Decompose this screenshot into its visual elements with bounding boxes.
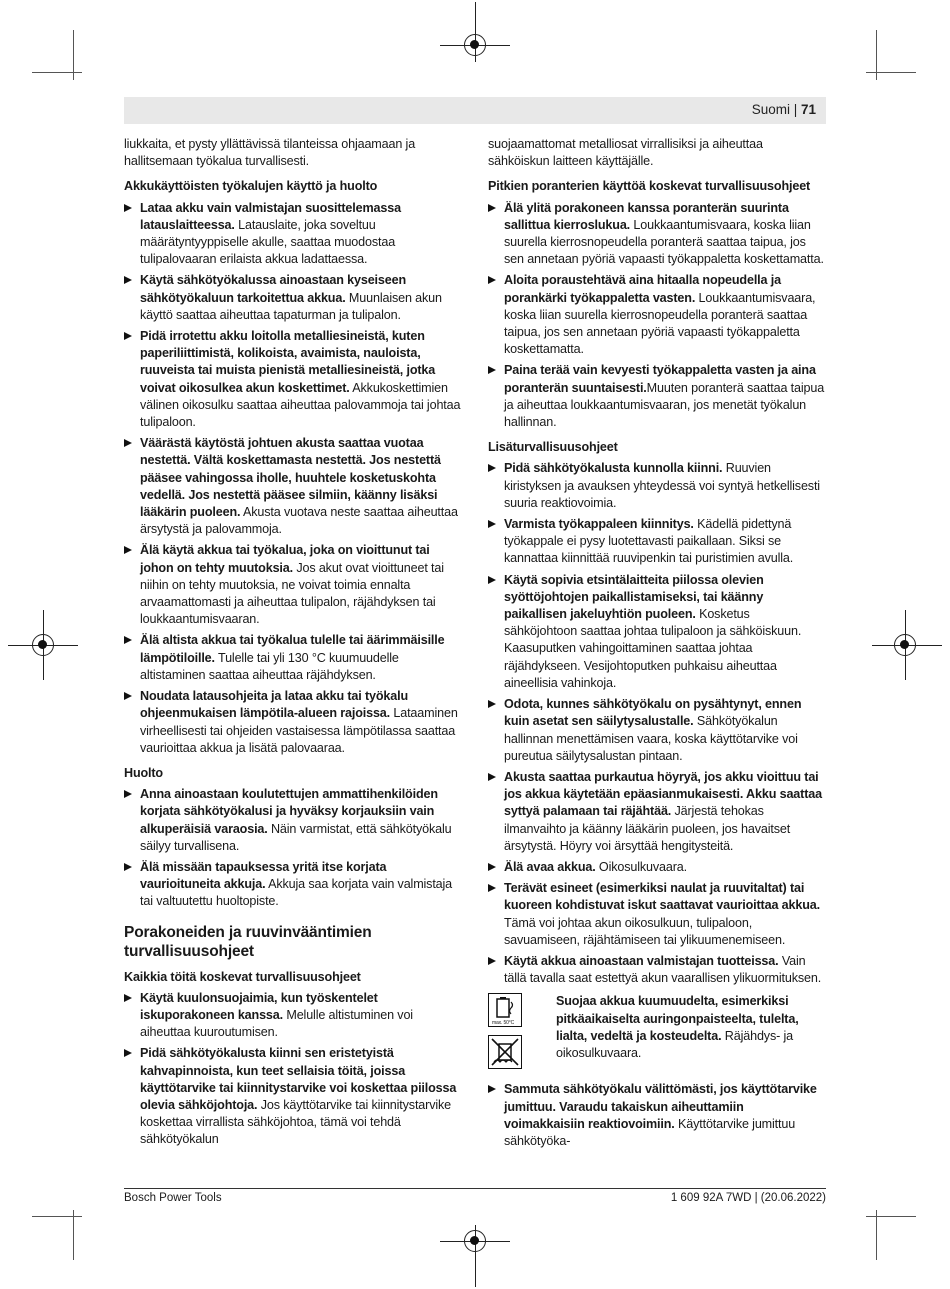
bullet-triangle-icon [124, 790, 132, 798]
bullet-triangle-icon [124, 439, 132, 447]
bullet-item [488, 953, 826, 987]
subheading: Akkukäyttöisten työkalujen käyttö ja huolto [124, 179, 378, 194]
subheading: Lisäturvallisuusohjeet [488, 440, 618, 455]
warning-normal-text: Räjähdys- ja oikosulkuvaara. [556, 1028, 793, 1060]
right-column [488, 136, 826, 1154]
bullet-triangle-icon [488, 957, 496, 965]
crop-mark [73, 1210, 74, 1260]
bullet-text: Tulelle tai yli 130 °C kuumuudelle altistaminen saattaa aiheuttaa räjähdyksen. [140, 650, 399, 682]
bullet-item [124, 990, 464, 1042]
bullet-item [124, 786, 464, 855]
bullet-item [124, 272, 464, 324]
bullet-triangle-icon [488, 773, 496, 781]
bullet-triangle-icon [488, 576, 496, 584]
bullet-bold-text: Akusta saattaa purkautua höyryä, jos akku vioittuu tai jos akkua käytetään epäasianmukaisesti. Akku saattaa syttyä palamaan tai räjähtää. [504, 769, 822, 819]
bullet-text: Kosketus sähköjohtoon saattaa johtaa tulipaloon ja sähköiskuun. Kaasuputken vahingoittaminen saattaa johtaa räjähdykseen. Vesijohtoputken puhkaisu aiheuttaa aineellisia vahinkoja. [504, 607, 802, 690]
bullet-item [124, 200, 464, 269]
page-header [124, 97, 826, 124]
bullet-item [488, 880, 826, 949]
bullet-bold-text: Älä avaa akkua. [504, 859, 596, 874]
bullet-bold-text: Pidä irrotettu akku loitolla metalliesineistä, kuten paperiliittimistä, kolikoista, avaimista, nauloista, ruuveista tai muista pienistä metalliesineistä, jotka voivat oikosulkea akun koskettimet. [140, 329, 436, 395]
paragraph: suojaamattomat metalliosat virrallisiksi ja aiheuttaa sähköiskun laitteen käyttäjälle. [488, 137, 763, 169]
bullet-triangle-icon [488, 700, 496, 708]
bullet-triangle-icon [488, 863, 496, 871]
bullet-triangle-icon [124, 1049, 132, 1057]
footer-doc-id: 1 609 92A 7WD | (20.06.2022) [670, 1192, 826, 1204]
subheading: Kaikkia töitä koskevat turvallisuusohjeet [124, 969, 361, 984]
warning-box [488, 993, 826, 1077]
crop-mark [876, 1210, 877, 1260]
bullet-item [488, 1081, 826, 1150]
bullet-item [124, 1045, 464, 1148]
bullet-triangle-icon [488, 520, 496, 528]
bullet-item [124, 542, 464, 628]
bullet-item [488, 696, 826, 765]
bullet-item [488, 572, 826, 692]
battery-heat-icon [488, 993, 522, 1027]
bullet-bold-text: Käytä kuulonsuojaimia, kun työskentelet iskuporakoneen kanssa. [140, 990, 378, 1022]
registration-mark-icon [32, 634, 54, 656]
left-column [124, 136, 464, 1153]
bullet-item [124, 632, 464, 684]
warning-bold-text: Suojaa akkua kuumuudelta, esimerkiksi pitkäaikaiselta auringonpaisteelta, tulelta, lialta, vedeltä ja kosteudelta. [556, 994, 799, 1043]
no-water-fire-icon [488, 1035, 522, 1069]
bullet-item [124, 859, 464, 911]
bullet-bold-text: Pidä sähkötyökalusta kiinni sen eristetyistä kahvapinnoista, kun teet sellaisia töitä, joissa käyttötarvike tai kiinnitystarvike voi koskettaa piilossa olevia sähköjohtoja. [140, 1046, 457, 1112]
bullet-text: Lataaminen virheellisesti tai ohjeiden vastaisessa lämpötilassa saattaa vaurioittaa akkua ja lisätä palovaaraa. [140, 706, 458, 755]
section-heading: Porakoneiden ja ruuvinvääntimien turvallisuusohjeet [124, 923, 372, 960]
bullet-text: Oikosulkuvaara. [595, 859, 687, 874]
bullet-bold-text: Varmista työkappaleen kiinnitys. [504, 517, 694, 532]
bullet-item [488, 769, 826, 855]
page-number: 71 [800, 102, 816, 117]
bullet-triangle-icon [124, 994, 132, 1002]
header-section: Suomi [751, 102, 790, 117]
bullet-bold-text: Käytä sähkötyökalussa ainoastaan kyseiseen sähkötyökaluun tarkoitettua akkua. [140, 273, 407, 305]
bullet-triangle-icon [124, 636, 132, 644]
bullet-text: Jos akut ovat vioittuneet tai niihin on tehty muutoksia, ne voivat toimia ennalta arvaamattomasti ja aiheuttaa tulipalon, räjähdyksen tai loukkaantumisvaaran. [140, 560, 444, 627]
bullet-item [124, 435, 464, 538]
bullet-text: Järjestä tehokas ilmanvaihto ja käänny lääkärin puoleen, jos havaitset ärsytystä. Höyry voi ärsyttää hengitysteitä. [504, 804, 791, 853]
bullet-text: Muuten poranterä saattaa taipua ja aiheuttaa loukkaantumisvaaran, jos menetät työkalun hallinnan. [504, 380, 825, 430]
header-label: Suomi | 71 [751, 102, 816, 117]
warning-text [556, 993, 826, 1077]
footer-brand: Bosch Power Tools [124, 1192, 222, 1204]
bullet-bold-text: Älä ylitä porakoneen kanssa poranterän suurinta sallittua kierroslukua. [504, 200, 789, 232]
bullet-text: Kädellä pidettynä työkappale ei pysy luotettavasti paikallaan. Siksi se kannattaa kiinnittää ruuvipenkin tai puristimien avulla. [504, 517, 794, 566]
bullet-text: Tämä voi johtaa akun oikosulkuun, tulipaloon, savuamiseen, räjähtämiseen tai ylikuumenemiseen. [504, 915, 786, 947]
bullet-bold-text: Älä käytä akkua tai työkalua, joka on vioittunut tai johon on tehty muutoksia. [140, 543, 430, 575]
crop-mark [32, 1216, 82, 1217]
bullet-bold-text: Paina terää vain kevyesti työkappaletta vasten ja aina poranterän suuntaisesti. [504, 363, 816, 395]
bullet-triangle-icon [124, 204, 132, 212]
subheading: Pitkien poranterien käyttöä koskevat turvallisuusohjeet [488, 179, 811, 194]
bullet-item [488, 516, 826, 568]
bullet-triangle-icon [488, 276, 496, 284]
bullet-text: Näin varmistat, että sähkötyökalu säilyy turvallisena. [140, 821, 452, 853]
icon-label: max. 50°C [492, 1020, 515, 1027]
bullet-bold-text: Käytä sopivia etsintälaitteita piilossa olevien syöttöjohtojen paikallistamiseksi, tai käänny paikallisen jakeluyhtiön puoleen. [504, 572, 764, 622]
bullet-item [488, 272, 826, 358]
bullet-text: Käyttötarvike jumittuu sähkötyöka- [504, 1116, 796, 1148]
bullet-bold-text: Terävät esineet (esimerkiksi naulat ja ruuvitaltat) tai kuoreen kohdistuvat iskut saattavat vaurioittaa akkua. [504, 881, 820, 913]
bullet-item [488, 362, 826, 431]
bullet-item [124, 328, 464, 431]
bullet-bold-text: Älä missään tapauksessa yritä itse korjata vaurioituneita akkuja. [140, 859, 387, 892]
warning-icons [488, 993, 526, 1077]
bullet-text: Jos käyttötarvike tai kiinnitystarvike koskettaa virrallista sähköjohtoa, tämä voi tehdä sähkötyökalun [140, 1097, 451, 1147]
bullet-triangle-icon [124, 863, 132, 871]
bullet-triangle-icon [488, 884, 496, 892]
registration-mark-icon [464, 34, 486, 56]
bullet-text: Melulle altistuminen voi aiheuttaa kuuroutumisen. [140, 1007, 413, 1040]
bullet-text: Muunlaisen akun käyttö saattaa aiheuttaa tapaturman ja tulipalon. [140, 290, 442, 322]
bullet-triangle-icon [488, 204, 496, 212]
paragraph: liukkaita, et pysty yllättävissä tilanteissa ohjaamaan ja hallitsemaan työkalua turvallisesti. [124, 137, 416, 169]
registration-mark-icon [894, 634, 916, 656]
bullet-bold-text: Odota, kunnes sähkötyökalu on pysähtynyt, ennen kuin asetat sen säilytysalustalle. [504, 697, 802, 729]
crop-mark [32, 72, 82, 73]
bullet-text: Sähkötyökalun hallinnan menettämisen vaara, koska käyttötarvike voi pureutua säilytysalustan pintaan. [504, 714, 798, 763]
registration-mark-icon [464, 1230, 486, 1252]
bullet-bold-text: Anna ainoastaan koulutettujen ammattihenkilöiden korjata sähkötyökalusi ja hyväksy korjauksiin vain alkuperäisiä varaosia. [140, 787, 438, 836]
footer-rule [124, 1188, 826, 1189]
bullet-text: Akusta vuotava neste saattaa aiheuttaa ärsytystä ja palovammoja. [140, 505, 458, 537]
bullet-item [488, 859, 826, 876]
bullet-bold-text: Noudata latausohjeita ja lataa akku tai työkalu ohjeenmukaisen lämpötila-alueen rajoissa. [140, 689, 409, 721]
bullet-bold-text: Pidä sähkötyökalusta kunnolla kiinni. [504, 461, 723, 476]
bullet-text: Loukkaantumisvaara, koska liian suurella kierrosnopeudella poranterä saattaa taipua, jos sen annetaan pyöriä vapaasti työkappaletta koskettamatta. [504, 217, 824, 267]
bullet-item [488, 200, 826, 269]
bullet-bold-text: Sammuta sähkötyökalu välittömästi, jos käyttötarvike jumittuu. Varaudu takaiskun aiheuttamiin voimakkaisiin reaktiovoimiin. [504, 1082, 817, 1131]
bullet-triangle-icon [124, 692, 132, 700]
subheading: Huolto [124, 765, 163, 780]
bullet-triangle-icon [124, 546, 132, 554]
bullet-text: Loukkaantumisvaara, koska liian suurella kierrosnopeudella poranterä saattaa taipua, jos sen annetaan pyöriä vapaasti työkappaletta koskettamatta. [504, 290, 816, 357]
bullet-text: Vain tällä tavalla saat estettyä akun vaarallisen ylikuormituksen. [504, 953, 822, 986]
bullet-triangle-icon [488, 1085, 496, 1093]
bullet-bold-text: Lataa akku vain valmistajan suosittelemassa latauslaitteessa. [140, 200, 401, 232]
bullet-triangle-icon [488, 464, 496, 472]
bullet-bold-text: Väärästä käytöstä johtuen akusta saattaa vuotaa nestettä. Vältä koskettamasta nestettä. Jos nestettä pääsee vahingossa iholle, huuhtele kosketuskohta vedellä. Jos nestettä pääsee silmiin, käänny lisäksi lääkärin puoleen. [140, 436, 441, 520]
bullet-triangle-icon [124, 332, 132, 340]
bullet-text: Ruuvien kiristyksen ja avauksen yhteydessä voi syntyä hetkellisesti suuria reaktiovoimia. [504, 461, 820, 510]
crop-mark [866, 72, 916, 73]
bullet-bold-text: Älä altista akkua tai työkalua tulelle tai äärimmäisille lämpötiloille. [140, 633, 445, 665]
bullet-text: Latauslaite, joka soveltuu määrätyntyyppiselle akulle, saattaa muodostaa tulipalovaaran erilaista akkua ladattaessa. [140, 217, 396, 267]
bullet-triangle-icon [488, 366, 496, 374]
bullet-bold-text: Käytä akkua ainoastaan valmistajan tuotteissa. [504, 953, 779, 968]
bullet-text: Akkukoskettimien välinen oikosulku saattaa aiheuttaa palovammoja tai johtaa tulipaloon. [140, 380, 461, 430]
bullet-item [488, 460, 826, 512]
bullet-triangle-icon [124, 276, 132, 284]
bullet-bold-text: Aloita poraustehtävä aina hitaalla nopeudella ja porankärki työkappaletta vasten. [504, 273, 781, 305]
crop-mark [866, 1216, 916, 1217]
bullet-item [124, 688, 464, 757]
bullet-text: Akkuja saa korjata vain valmistaja tai valtuutettu huoltopiste. [140, 877, 453, 909]
